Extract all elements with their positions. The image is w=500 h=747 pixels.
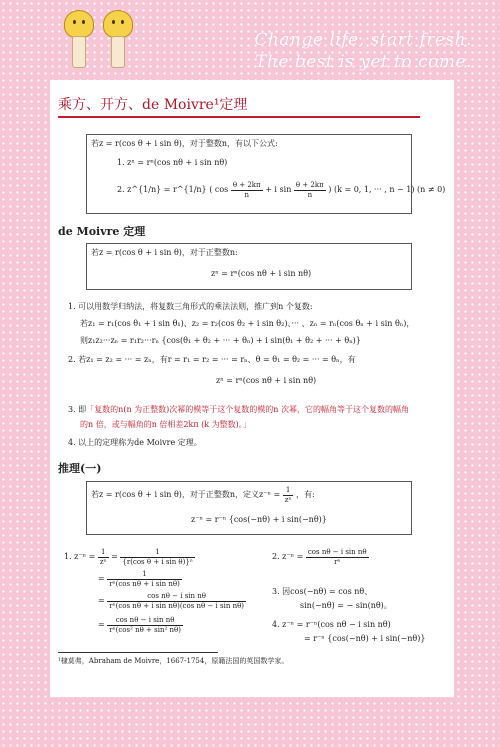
box2-formula: zⁿ = rⁿ(cos nθ + i sin nθ) (211, 269, 312, 278)
header-banner (0, 0, 500, 80)
proof-step-3: 3. 因cos(−nθ) = cos nθ、 (272, 587, 373, 596)
proof-step-4-line-2: = r⁻ⁿ {cos(−nθ) + i sin(−nθ)} (304, 634, 426, 643)
section-heading-corollary: 推理(一) (58, 462, 102, 475)
list-item-3: 3. 即「复数的n(n 为正整数)次幂的模等于这个复数的模的n 次幂，它的幅角等于这个复数的幅角 (68, 405, 409, 414)
box3-formula: z⁻ⁿ = r⁻ⁿ {cos(−nθ) + i sin(−nθ)} (191, 515, 327, 524)
list-item-2-formula: zⁿ = rⁿ(cos nθ + i sin nθ) (216, 376, 317, 385)
cheese-mascot-icon (64, 10, 92, 68)
formula-box-2 (86, 243, 412, 290)
box3-intro: 若z = r(cos θ + i sin θ)，对于正整数n，定义z⁻ⁿ = $\frac{1}{\text{zⁿ}}$ ，有: (91, 485, 315, 504)
box1-intro: 若z = r(cos θ + i sin θ)，对于整数n，有以下公式: (91, 139, 278, 148)
proof-step-1: 1. z⁻ⁿ = $\frac{1}{\text{zⁿ}}$ = $\frac{1}{\text{\{r(cos θ + i sin θ)\}ⁿ}}$ (64, 547, 193, 566)
page-title: 乘方、开方、de Moivre¹定理 (58, 97, 248, 113)
list-item-4: 4. 以上的定理称为de Moivre 定理。 (68, 438, 202, 447)
cheese-mascot-icon (103, 10, 131, 68)
proof-step-3-line-2: sin(−nθ) = − sin(nθ)。 (300, 601, 392, 610)
proof-step-1-line-4: = $\frac{\text{cos nθ − i sin nθ}}{\text{rⁿ(cos² nθ + sin² nθ)}}$ (98, 615, 181, 634)
document-page (50, 80, 454, 697)
list-item-2: 2. 若z₁ = z₂ = ··· = zₙ，有r = r₁ = r₂ = ··· = rₙ、θ = θ₁ = θ₂ = ··· = θₙ，有 (68, 355, 356, 364)
list-item-3-line-2: 的n 倍，或与幅角的n 倍相差2kπ (k 为整数)。」 (80, 420, 251, 429)
formula-root: 2. z^{1/n} = r^{1/n} ( cos $\frac{\theta + 2k\pi}{n}$ + i sin $\frac{\theta + 2k\pi}{n}$ ) (k = 0, 1, ··· , n − 1) (n ≠ 0) (117, 180, 446, 199)
proof-step-1-line-3: = $\frac{\text{cos nθ − i sin nθ}}{\text{rⁿ(cos nθ + i sin nθ)(cos nθ − i sin nθ)}}$ (98, 591, 245, 610)
proof-step-1-line-2: = $\frac{1}{\text{rⁿ(cos nθ + i sin nθ)}}$ (98, 569, 180, 588)
footnote: ¹棣莫弗，Abraham de Moivre，1667-1754，原籍法国的英国数学家。 (58, 657, 289, 665)
box2-intro: 若z = r(cos θ + i sin θ)，对于正整数n: (91, 248, 238, 257)
formula-power: 1. zⁿ = rⁿ(cos nθ + i sin nθ) (117, 158, 228, 167)
list-item-1-line-2: 若z₁ = r₁(cos θ₁ + i sin θ₁)、z₂ = r₂(cos θ₂ + i sin θ₂)、··· 、zₙ = rₙ(cos θₙ + i sin θₙ)， (80, 319, 415, 328)
list-item-1: 1. 可以用数学归纳法，将复数三角形式的乘法法则，推广到n 个复数: (68, 302, 313, 311)
motto-line-1: Change life, start fresh. (254, 30, 472, 50)
section-heading-de-moivre: de Moivre 定理 (58, 225, 146, 238)
list-item-1-line-3: 则z₁z₂···zₙ = r₁r₂···rₙ {cos(θ₁ + θ₂ + ··· + θₙ) + i sin(θ₁ + θ₂ + ··· + θₙ)} (80, 336, 361, 345)
formula-box-1 (86, 134, 446, 214)
proof-step-2: 2. z⁻ⁿ = $\frac{\text{cos nθ − i sin nθ}}{\text{rⁿ}}$ (272, 547, 367, 566)
motto-line-2: The best is yet to come. (255, 52, 472, 72)
title-rule (58, 116, 420, 118)
formula-box-3 (86, 481, 412, 535)
footnote-rule (58, 652, 218, 653)
proof-step-4: 4. z⁻ⁿ = r⁻ⁿ(cos nθ − i sin nθ) (272, 620, 391, 629)
